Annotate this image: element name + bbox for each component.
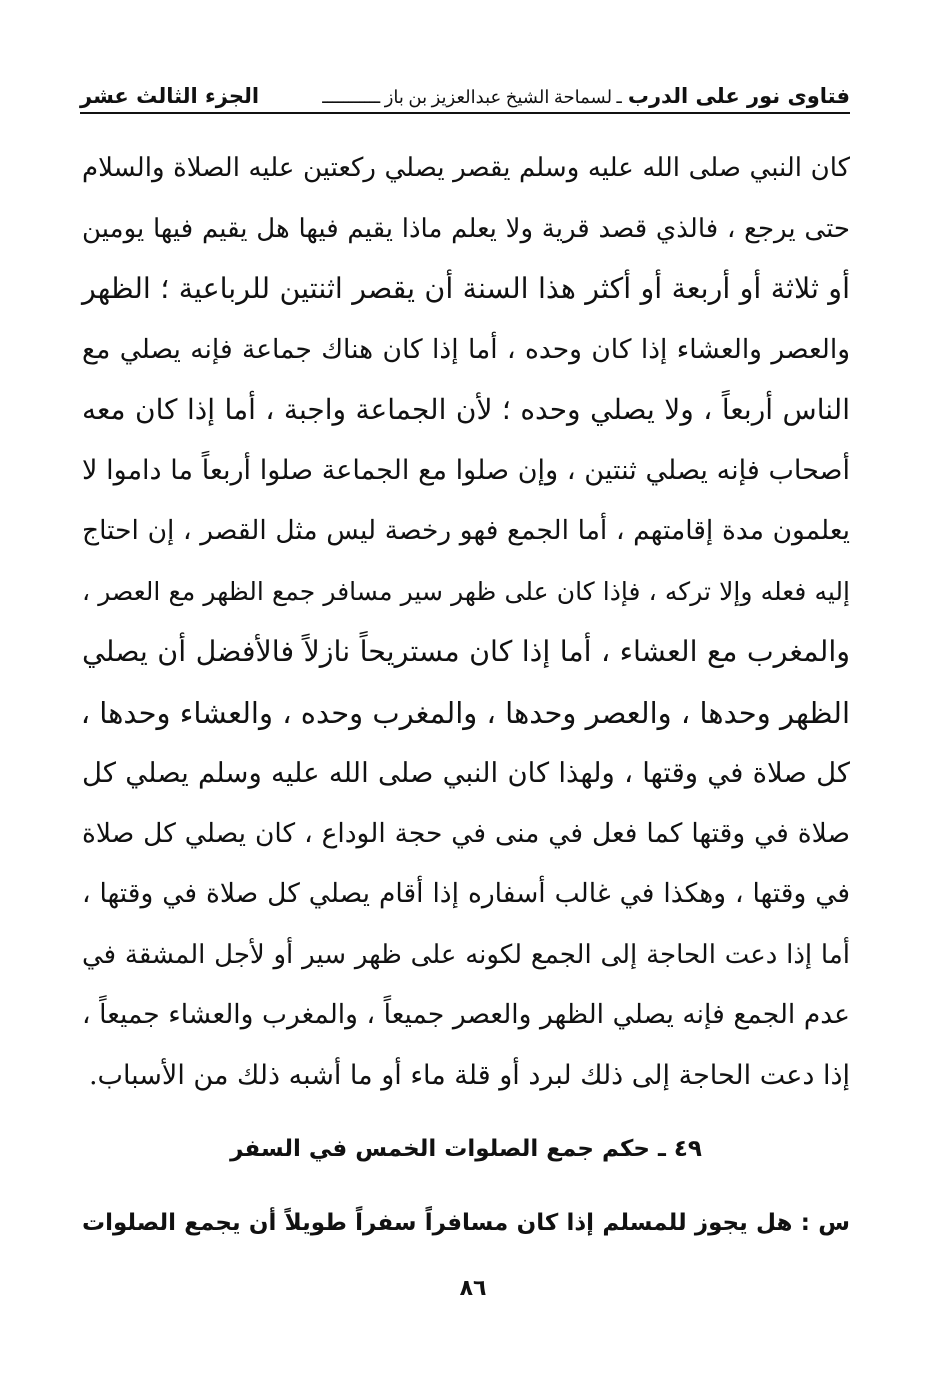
text-line: عدم الجمع فإنه يصلي الظهر والعصر جميعاً ، والمغرب والعشاء جميعاً ، xyxy=(82,999,850,1030)
book-title: فتاوى نور على الدرب xyxy=(627,84,850,108)
text-line: الناس أربعاً ، ولا يصلي وحده ؛ لأن الجماعة واجبة ، أما إذا كان معه xyxy=(82,393,850,426)
book-author: ـ لسماحة الشيخ عبدالعزيز بن باز ـــــــــــ xyxy=(322,87,622,107)
text-line: إذا دعت الحاجة إلى ذلك لبرد أو قلة ماء أو ما أشبه ذلك من الأسباب. xyxy=(88,1059,850,1091)
question-line: س : هل يجوز للمسلم إذا كان مسافراً سفراً طويلاً أن يجمع الصلوات xyxy=(82,1210,850,1236)
text-line: الظهر وحدها ، والعصر وحدها ، والمغرب وحده ، والعشاء وحدها ، xyxy=(80,695,850,730)
header-title-group xyxy=(322,84,850,108)
text-line: أصحاب فإنه يصلي ثنتين ، وإن صلوا مع الجماعة صلوا أربعاً ما داموا لا xyxy=(82,454,850,486)
text-line: والمغرب مع العشاء ، أما إذا كان مستريحاً نازلاً فالأفضل أن يصلي xyxy=(82,635,850,668)
text-line: صلاة في وقتها كما فعل في منى في حجة الوداع ، كان يصلي كل صلاة xyxy=(82,817,850,849)
text-line: كان النبي صلى الله عليه وسلم يقصر يصلي ركعتين عليه الصلاة والسلام xyxy=(82,153,850,183)
text-line: في وقتها ، وهكذا في غالب أسفاره إذا أقام يصلي كل صلاة في وقتها ، xyxy=(82,878,850,909)
text-line: كل صلاة في وقتها ، ولهذا كان النبي صلى الله عليه وسلم يصلي كل xyxy=(82,757,850,789)
body-paragraph xyxy=(82,138,850,1106)
text-line: والعصر والعشاء إذا كان وحده ، أما إذا كان هناك جماعة فإنه يصلي مع xyxy=(82,333,850,365)
section-heading: ٤٩ ـ حكم جمع الصلوات الخمس في السفر xyxy=(230,1136,702,1162)
text-line: حتى يرجع ، فالذي قصد قرية ولا يعلم ماذا يقيم فيها هل يقيم فيها يومين xyxy=(82,213,850,244)
text-line: إليه فعله وإلا تركه ، فإذا كان على ظهر سير مسافر جمع الظهر مع العصر ، xyxy=(82,576,850,606)
text-line: أو ثلاثة أو أربعة أو أكثر هذا السنة أن يقصر اثنتين للرباعية ؛ الظهر xyxy=(82,272,850,305)
text-line: يعلمون مدة إقامتهم ، أما الجمع فهو رخصة ليس مثل القصر ، إن احتاج xyxy=(82,515,850,546)
running-header xyxy=(80,74,850,114)
volume-label: الجزء الثالث عشر xyxy=(80,84,260,108)
page-number: ٨٦ xyxy=(459,1276,487,1301)
text-line: أما إذا دعت الحاجة إلى الجمع لكونه على ظهر سير أو لأجل المشقة في xyxy=(82,939,850,970)
